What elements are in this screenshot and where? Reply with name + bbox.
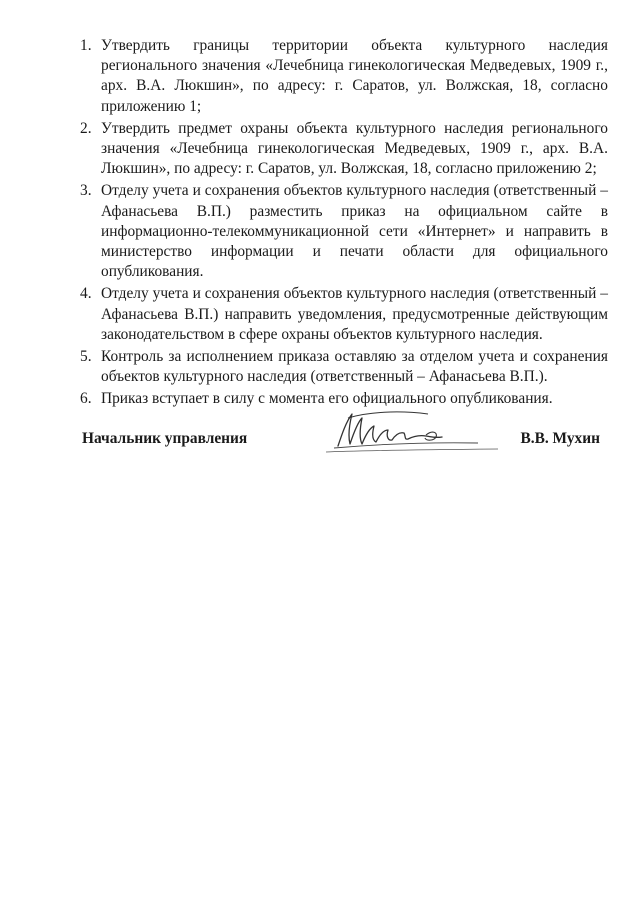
list-item <box>80 36 608 117</box>
list-item <box>80 347 608 387</box>
item-text: Отделу учета и сохранения объектов культурного наследия (ответственный – Афанасьева В.П.) направить уведомления, предусмотренные действующим законодательством в сфере охраны объектов культурного наследия. <box>101 285 608 343</box>
list-item <box>80 284 608 345</box>
order-items-list <box>80 36 608 412</box>
item-text: Контроль за исполнением приказа оставляю за отделом учета и сохранения объектов культурного наследия (ответственный – Афанасьева В.П.). <box>101 348 608 386</box>
signature-block <box>80 428 608 468</box>
handwritten-signature <box>308 408 508 458</box>
item-number: 1. <box>80 37 92 54</box>
list-item <box>80 181 608 282</box>
item-number: 6. <box>80 390 92 408</box>
item-text: Приказ вступает в силу с момента его официального опубликования. <box>101 390 553 408</box>
list-item <box>80 119 608 180</box>
item-text: Отделу учета и сохранения объектов культурного наследия (ответственный – Афанасьева В.П.) разместить приказ на официальном сайте в информационно-телекоммуникационной сети «Интернет» и направить в министерство информации и печати области для официального опубликования. <box>101 182 608 281</box>
item-number: 3. <box>80 182 92 200</box>
item-number: 2. <box>80 119 92 137</box>
item-text: Утвердить предмет охраны объекта культурного наследия регионального значения «Лечебница гинекологическая Медведевых, 1909 г., арх. В.А. Люкшин», по адресу: г. Саратов, ул. Волжская, 18, согласно приложению 2; <box>101 119 608 178</box>
item-number: 4. <box>80 285 92 303</box>
list-item <box>80 389 608 409</box>
signatory-name: В.В. Мухин <box>520 430 600 447</box>
signatory-title: Начальник управления <box>82 430 248 447</box>
item-number: 5. <box>80 348 92 366</box>
item-text: Утвердить границы территории объекта культурного наследия регионального значения «Лечебница гинекологическая Медведевых, 1909 г., арх. В.А. Люкшин», по адресу: г. Саратов, ул. Волжская, 18, согласно приложению 1; <box>101 37 608 115</box>
